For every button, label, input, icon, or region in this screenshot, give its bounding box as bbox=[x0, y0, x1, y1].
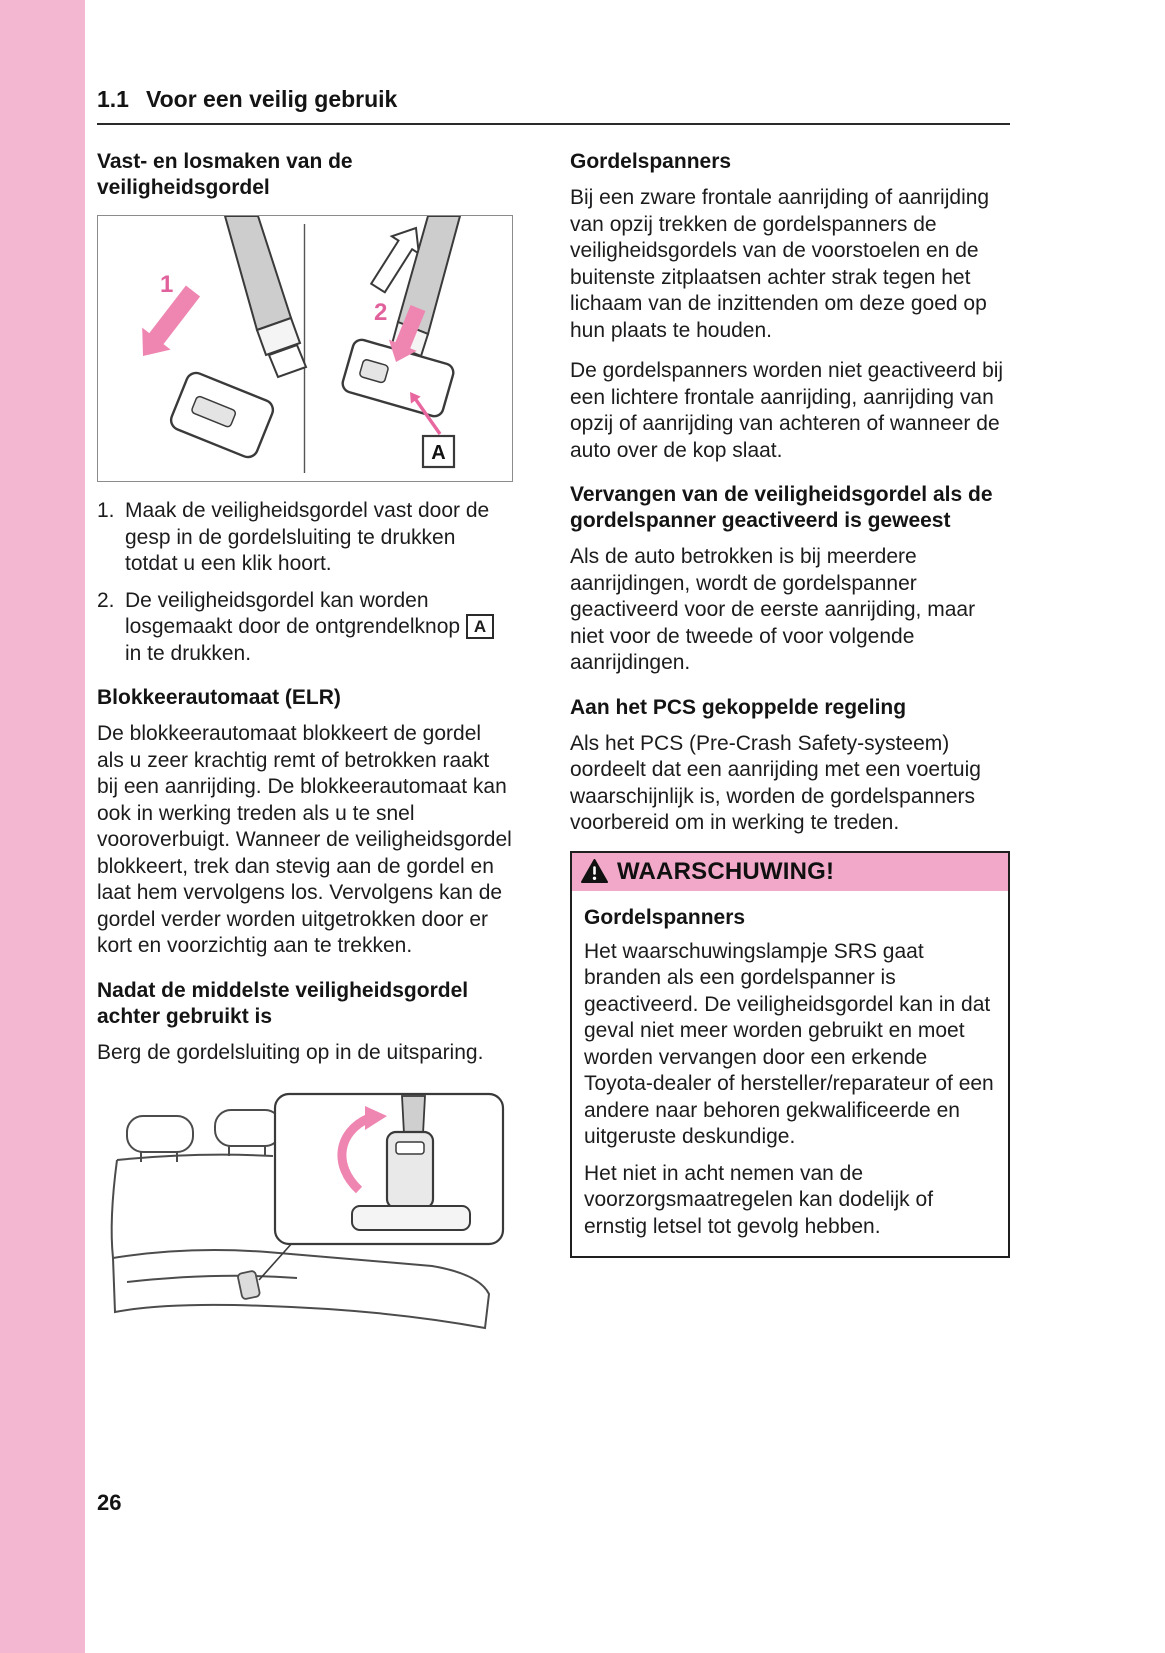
step-1 bbox=[97, 498, 513, 578]
step-1-text: Maak de veiligheidsgordel vast door de gesp in de gordelsluiting te drukken totdat u een klik hoort. bbox=[125, 499, 490, 575]
step-1-number: 1. bbox=[97, 499, 115, 522]
heading-pretensioners: Gordelspanners bbox=[570, 150, 732, 173]
section-header bbox=[97, 0, 1010, 125]
heading-fasten-release: Vast- en losmaken van de veiligheidsgordel bbox=[97, 150, 353, 199]
heading-elr: Blokkeerautomaat (ELR) bbox=[97, 686, 341, 709]
figure-label-1: 1 bbox=[160, 271, 174, 298]
warning-subheading: Gordelspanners bbox=[584, 905, 746, 929]
paragraph-center-belt: Berg de gordelsluiting op in de uitsparing. bbox=[97, 1040, 484, 1064]
section-title-text: Voor een veilig gebruik bbox=[145, 86, 398, 112]
figure-stow-buckle bbox=[97, 1090, 513, 1348]
paragraph-pretensioners-2: De gordelspanners worden niet geactiveerd bij een lichtere frontale aanrijding, aanrijding van opzij of aanrijding van achteren of wanneer de auto over de kop slaat. bbox=[570, 359, 1004, 462]
paragraph-replace-belt: Als de auto betrokken is bij meerdere aanrijdingen, wordt de gordelspanner geactiveerd voor de eerste aanrijding, maar niet voor de tweede of voor volgende aanrijdingen. bbox=[570, 545, 976, 674]
figure-label-a: A bbox=[431, 442, 446, 464]
two-column-layout bbox=[97, 147, 1010, 1348]
warning-title: WAARSCHUWING! bbox=[617, 857, 835, 885]
header-rule bbox=[97, 123, 1010, 125]
right-column bbox=[570, 147, 1010, 1348]
section-title bbox=[97, 86, 1010, 113]
figure-label-2: 2 bbox=[374, 299, 388, 326]
belt-strap-left bbox=[225, 216, 291, 330]
buckle-operation-illustration bbox=[98, 216, 511, 481]
heading-pcs: Aan het PCS gekoppelde regeling bbox=[570, 695, 907, 719]
fasten-release-steps bbox=[97, 498, 513, 667]
step-2-text: De veiligheidsgordel kan worden losgemaakt door de ontgrendelknop Ain te drukken. bbox=[125, 588, 513, 668]
figure-buckle-operation bbox=[97, 215, 513, 482]
step-2 bbox=[97, 588, 513, 668]
warning-paragraph-1: Het waarschuwingslampje SRS gaat branden als een gordelspanner is geactiveerd. De veiligheidsgordel kan in dat geval niet meer worden gebruikt en moet worden vervangen door een erkende Toyota-dealer of hersteller/reparateur of een andere naar behoren gekwalificeerde en uitgeruste deskundige. bbox=[584, 939, 994, 1148]
section-number: 1.1 bbox=[97, 86, 129, 112]
warning-triangle-icon bbox=[581, 859, 608, 884]
page-number: 26 bbox=[97, 1490, 122, 1515]
warning-box bbox=[570, 851, 1010, 1259]
warning-paragraph-2: Het niet in acht nemen van de voorzorgsmaatregelen kan dodelijk of ernstig letsel tot gevolg hebben. bbox=[584, 1161, 934, 1238]
manual-page-content bbox=[97, 0, 1010, 1653]
heading-replace-belt: Vervangen van de veiligheidsgordel als de gordelspanner geactiveerd is geweest bbox=[570, 483, 993, 532]
belt-tongue bbox=[257, 318, 306, 377]
page-edge-band bbox=[0, 0, 85, 1653]
paragraph-pcs: Als het PCS (Pre-Crash Safety-systeem) oordeelt dat een aanrijding met een voertuig waarschijnlijk is, worden de gordelspanners voorbereid om in werking te treden. bbox=[570, 731, 981, 834]
step-2-number: 2. bbox=[97, 588, 115, 612]
paragraph-pretensioners-1: Bij een zware frontale aanrijding of aanrijding van opzij trekken de gordelspanners de veiligheidsgordels van de voorstoelen en de buitenste zitplaatsen achter strak tegen het lichaam van de inzittenden om deze goed op hun plaats te houden. bbox=[570, 186, 990, 342]
inline-label-a: A bbox=[466, 614, 494, 639]
warning-header bbox=[572, 853, 1008, 891]
left-column bbox=[97, 147, 513, 1348]
belt-buckle-left bbox=[168, 370, 276, 460]
paragraph-elr: De blokkeerautomaat blokkeert de gordel als u zeer krachtig remt of betrokken raakt bij een aanrijding. De blokkeerautomaat kan ook in werking treden als u te snel vooroverbuigt. Wanneer de veiligheidsgordel blokkeert, trek dan stevig aan de gordel en laat hem vervolgens los. Vervolgens kan de gordel verder worden uitgetrokken door er kort en voorzichtig aan te trekken. bbox=[97, 722, 512, 957]
heading-center-belt: Nadat de middelste veiligheidsgordel achter gebruikt is bbox=[97, 978, 469, 1028]
stow-buckle-illustration bbox=[97, 1090, 512, 1348]
warning-body bbox=[572, 891, 1008, 1257]
